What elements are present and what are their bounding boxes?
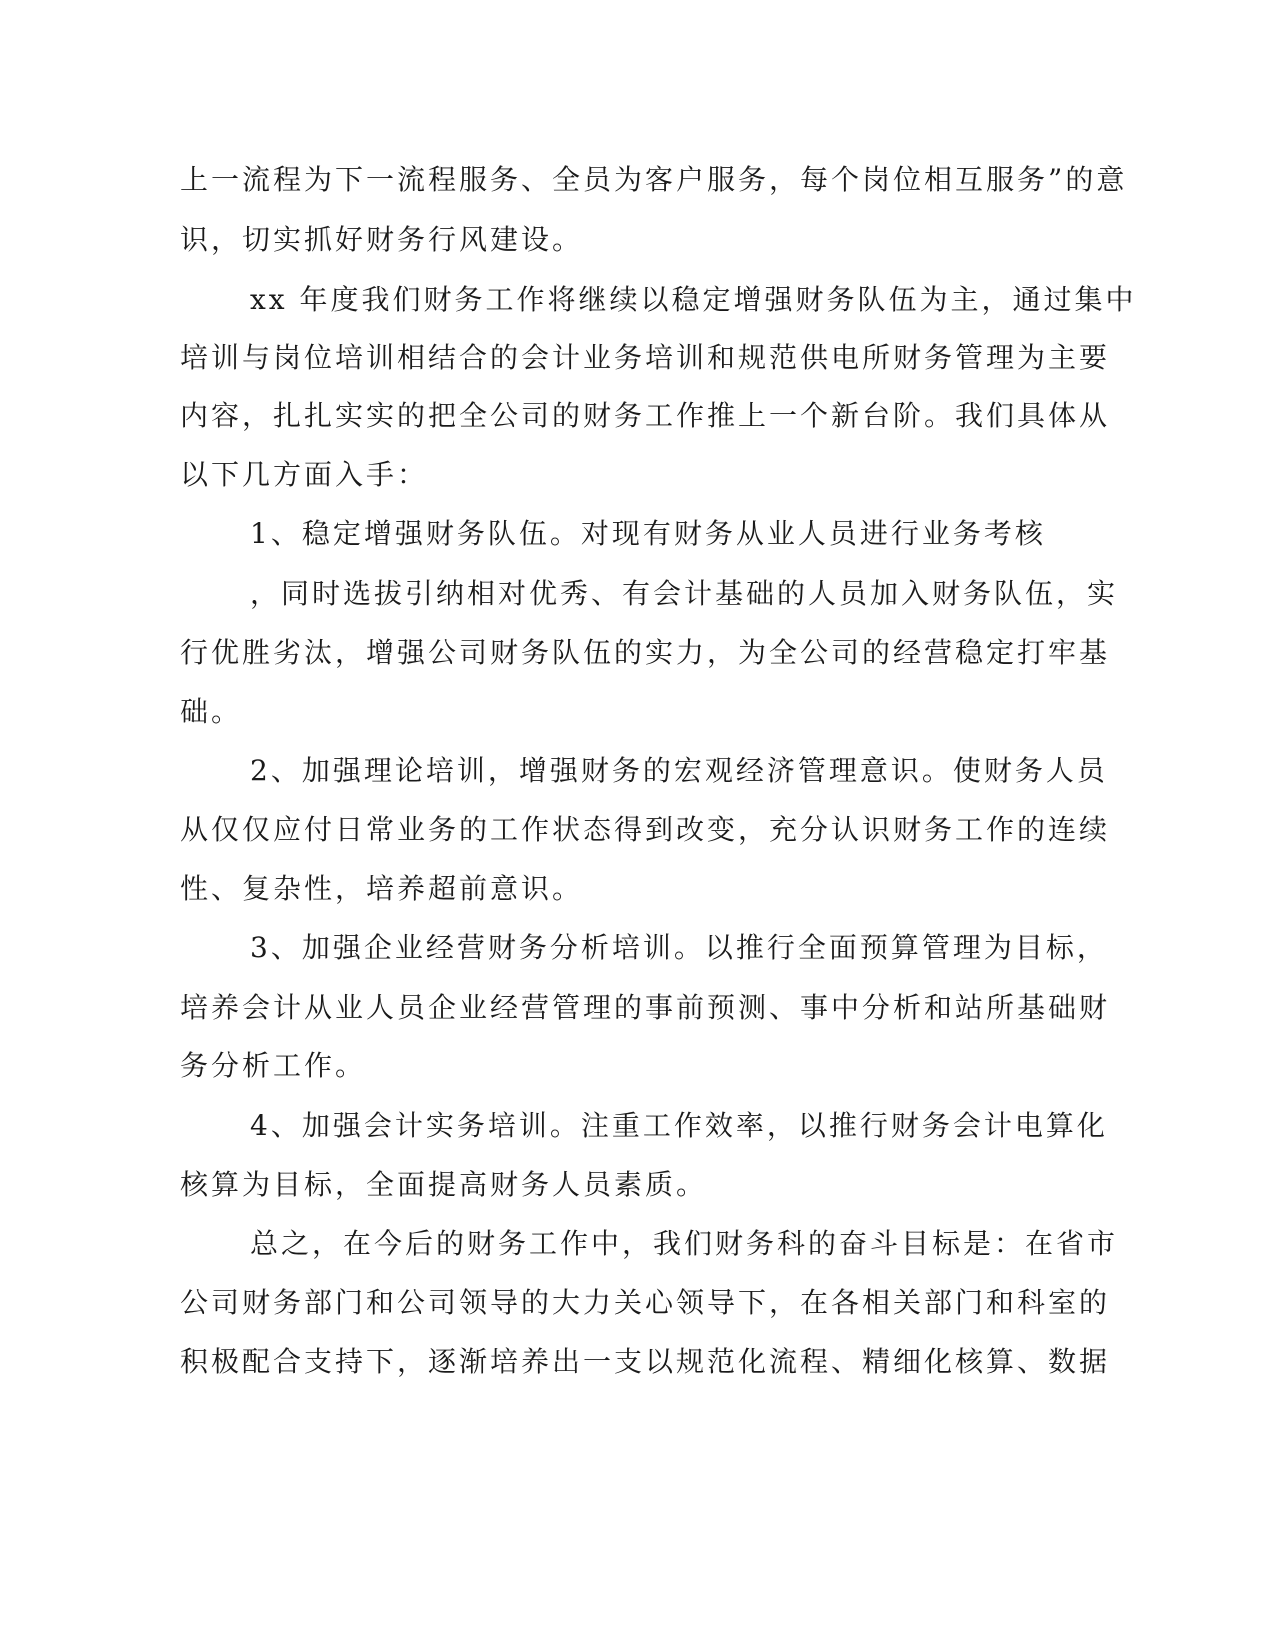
- summary-start-line: 总之，在今后的财务工作中，我们财务科的奋斗目标是：在省市: [250, 1227, 1119, 1260]
- text-line: 培养会计从业人员企业经营管理的事前预测、事中分析和站所基础财: [180, 991, 1111, 1024]
- text-line: 性、复杂性，培养超前意识。: [180, 872, 584, 905]
- text-line: 核算为目标，全面提高财务人员素质。: [180, 1168, 708, 1201]
- list-item-4-line: 4、加强会计实务培训。注重工作效率，以推行财务会计电算化: [250, 1109, 1108, 1142]
- text-line: 从仅仅应付日常业务的工作状态得到改变，充分认识财务工作的连续: [180, 813, 1111, 846]
- text-line: 培训与岗位培训相结合的会计业务培训和规范供电所财务管理为主要: [180, 341, 1111, 374]
- list-item-1-line: 1、稳定增强财务队伍。对现有财务从业人员进行业务考核: [250, 517, 1046, 550]
- text-line: 积极配合支持下，逐渐培养出一支以规范化流程、精细化核算、数据: [180, 1345, 1111, 1378]
- text-line: 识，切实抓好财务行风建设。: [180, 223, 584, 256]
- text-line: 上一流程为下一流程服务、全员为客户服务，每个岗位相互服务”的意: [180, 163, 1128, 196]
- text-line: ，同时选拔引纳相对优秀、有会计基础的人员加入财务队伍，实: [250, 577, 1119, 610]
- list-item-2-line: 2、加强理论培训，增强财务的宏观经济管理意识。使财务人员: [250, 754, 1108, 787]
- text-line: 内容，扎扎实实的把全公司的财务工作推上一个新台阶。我们具体从: [180, 399, 1111, 432]
- text-line: 行优胜劣汰，增强公司财务队伍的实力，为全公司的经营稳定打牢基: [180, 636, 1111, 669]
- text-line: 础。: [180, 695, 243, 728]
- text-line: 务分析工作。: [180, 1049, 367, 1082]
- list-item-3-line: 3、加强企业经营财务分析培训。以推行全面预算管理为目标，: [250, 931, 1108, 964]
- text-line: 公司财务部门和公司领导的大力关心领导下，在各相关部门和科室的: [180, 1286, 1111, 1319]
- paragraph-start-line: xx 年度我们财务工作将继续以稳定增强财务队伍为主，通过集中: [250, 283, 1137, 316]
- text-line: 以下几方面入手：: [180, 458, 429, 491]
